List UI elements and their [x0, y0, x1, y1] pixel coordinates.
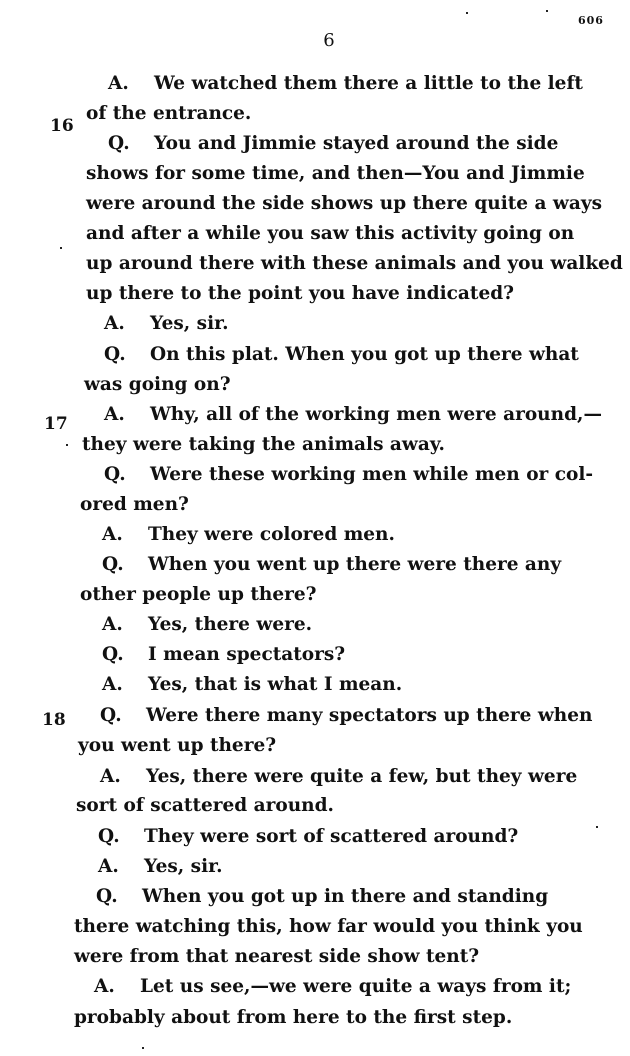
transcript-line: [108, 73, 604, 95]
speaker-label: A.: [98, 856, 119, 877]
line-text: you went up there?: [78, 735, 277, 756]
line-text: and after a while you saw this activity going on: [86, 223, 575, 244]
transcript-line: [100, 705, 592, 727]
margin-number-16: 16: [50, 116, 74, 136]
speaker-label: Q.: [104, 344, 126, 365]
transcript-line: [86, 253, 623, 275]
speaker-label: A.: [102, 614, 123, 635]
line-text: Let us see,—we were quite a ways from it;: [140, 976, 572, 997]
transcript-line: [104, 464, 593, 486]
transcript-line: [84, 374, 231, 396]
transcript-line: [78, 735, 276, 757]
line-text: sort of scattered around.: [76, 795, 334, 816]
line-text: Why, all of the working men were around,—: [150, 404, 602, 425]
speaker-label: Q.: [104, 464, 126, 485]
line-text: up around there with these animals and you walked: [86, 253, 623, 274]
speaker-label: Q.: [96, 886, 118, 907]
scan-speck: [466, 12, 468, 14]
transcript-line: [102, 554, 561, 576]
transcript-line: [108, 133, 558, 155]
transcript-line: [82, 434, 445, 456]
transcript-line: [96, 886, 548, 908]
line-text: they were taking the animals away.: [82, 434, 445, 455]
transcript-line: [102, 524, 395, 546]
line-text: shows for some time, and then—You and Jimmie: [86, 163, 585, 184]
transcript-line: [94, 976, 571, 998]
speaker-label: A.: [100, 766, 121, 787]
line-text: up there to the point you have indicated?: [86, 283, 514, 304]
transcript-line: [102, 614, 312, 636]
scan-speck: [66, 444, 68, 446]
speaker-label: Q.: [108, 133, 130, 154]
transcript-line: [74, 916, 583, 938]
line-text: On this plat. When you got up there what: [150, 344, 579, 365]
speaker-label: A.: [94, 976, 115, 997]
line-text: Yes, there were.: [148, 614, 313, 635]
transcript-line: [86, 193, 602, 215]
speaker-label: A.: [104, 404, 125, 425]
line-text: When you got up in there and standing: [142, 886, 549, 907]
line-text: Yes, sir.: [150, 313, 229, 334]
line-text: Yes, sir.: [144, 856, 223, 877]
speaker-label: Q.: [102, 644, 124, 665]
line-text: When you went up there were there any: [148, 554, 562, 575]
transcript-line: [104, 404, 602, 426]
transcript-line: [98, 826, 518, 848]
speaker-label: A.: [104, 313, 125, 334]
transcript-line: [80, 494, 189, 516]
transcript-line: [104, 344, 579, 366]
transcript-line: [86, 283, 514, 305]
line-text: ored men?: [80, 494, 189, 515]
line-text: probably about from here to the first step.: [74, 1007, 513, 1028]
speaker-label: Q.: [98, 826, 120, 847]
speaker-label: Q.: [102, 554, 124, 575]
margin-number-18: 18: [42, 710, 66, 730]
speaker-label: A.: [102, 524, 123, 545]
transcript-line: [102, 674, 402, 696]
line-text: was going on?: [84, 374, 231, 395]
line-text: other people up there?: [80, 584, 317, 605]
transcript-line: [100, 766, 577, 788]
scan-speck: [546, 10, 548, 12]
speaker-label: A.: [108, 73, 129, 94]
line-text: They were colored men.: [148, 524, 395, 545]
transcript-line: [76, 795, 334, 817]
line-text: They were sort of scattered around?: [144, 826, 519, 847]
line-text: Yes, that is what I mean.: [148, 674, 403, 695]
transcript-line: [86, 103, 251, 125]
transcript-line: [102, 644, 345, 666]
line-text: You and Jimmie stayed around the side: [154, 133, 559, 154]
transcript-line: [104, 313, 229, 335]
scan-speck: [60, 247, 62, 249]
line-text: were from that nearest side show tent?: [74, 946, 480, 967]
scan-speck: [142, 1047, 144, 1049]
transcript-line: [74, 1007, 512, 1029]
speaker-label: Q.: [100, 705, 122, 726]
line-text: I mean spectators?: [148, 644, 346, 665]
page-number: 6: [323, 30, 335, 51]
transcript-line: [86, 163, 585, 185]
line-text: were around the side shows up there quite a ways: [86, 193, 603, 214]
page-stamp: 606: [578, 14, 604, 27]
margin-number-17: 17: [44, 414, 68, 434]
line-text: Yes, there were quite a few, but they were: [146, 766, 578, 787]
speaker-label: A.: [102, 674, 123, 695]
line-text: Were there many spectators up there when: [146, 705, 593, 726]
line-text: Were these working men while men or col-: [150, 464, 594, 485]
transcript-line: [74, 946, 479, 968]
line-text: there watching this, how far would you think you: [74, 916, 583, 937]
scan-speck: [596, 826, 598, 828]
transcript-line: [98, 856, 223, 878]
transcript-line: [80, 584, 316, 606]
line-text: of the entrance.: [86, 103, 252, 124]
line-text: We watched them there a little to the left: [154, 73, 583, 94]
transcript-line: [86, 223, 574, 245]
